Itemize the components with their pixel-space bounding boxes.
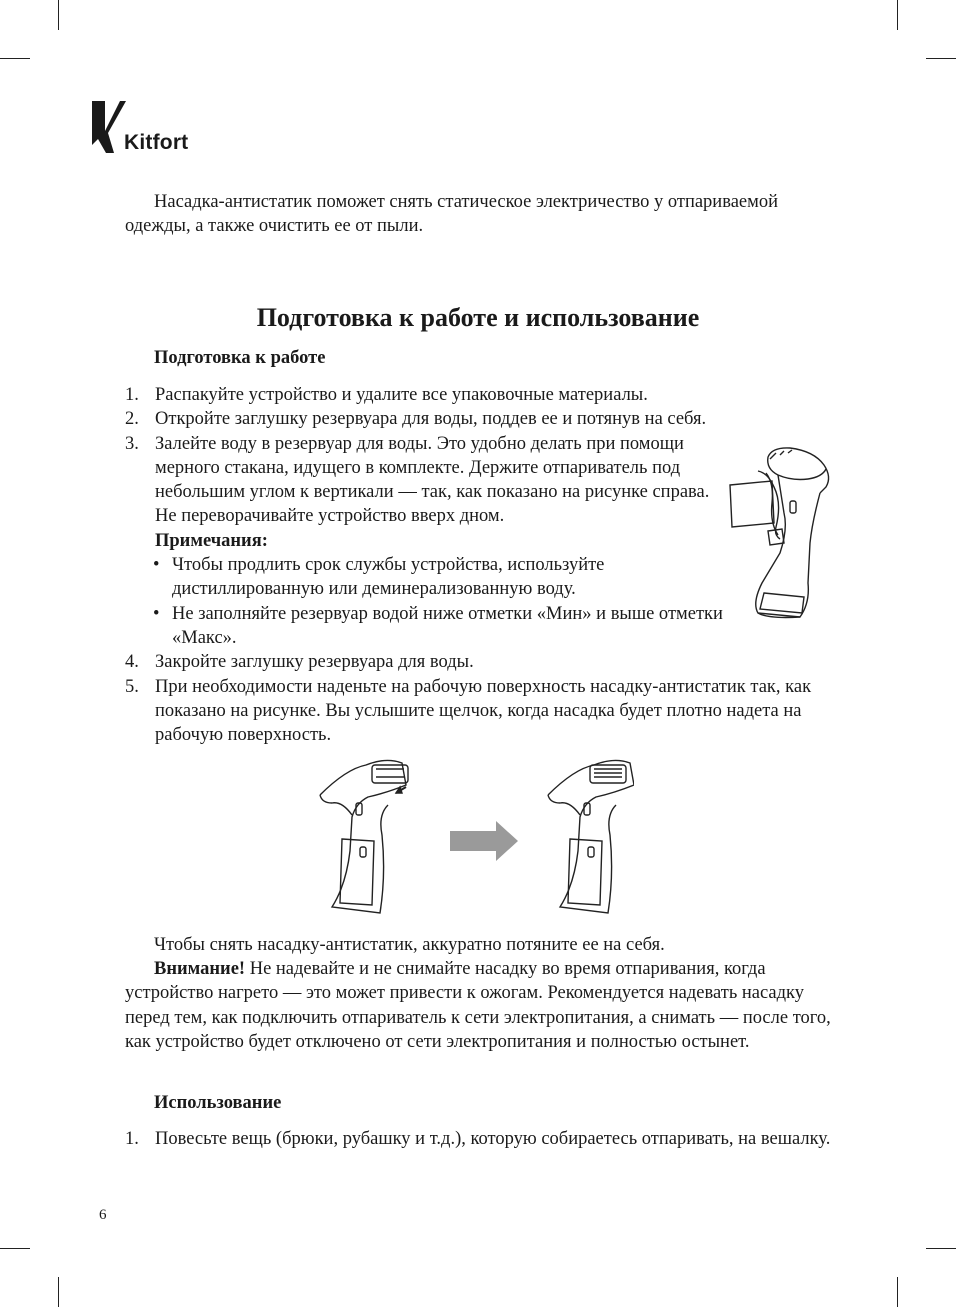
crop-mark xyxy=(897,0,898,30)
nozzle-attach-illustration xyxy=(316,755,634,917)
list-item: 1. Распакуйте устройство и удалите все упаковочные материалы. xyxy=(125,385,648,405)
crop-mark xyxy=(58,0,59,30)
notes-heading: Примечания: xyxy=(155,530,268,551)
crop-mark xyxy=(926,1248,956,1249)
crop-mark xyxy=(0,1248,30,1249)
crop-mark xyxy=(897,1277,898,1307)
warning-paragraph: Внимание! Не надевайте и не снимайте насадку во время отпаривания, когда устройство нагрето — это может привести к ожогам. Рекомендуется надевать насадку перед тем, как подключить отпариватель к сети электропитания, а снимать — после того, как устройство будет отключено от сети электропитания и полностью остынет. xyxy=(125,959,831,1052)
crop-mark xyxy=(926,58,956,59)
crop-mark xyxy=(58,1277,59,1307)
note-item: • Чтобы продлить срок службы устройства, используйте дистиллированную или деминерализованную воду. xyxy=(153,555,605,600)
section-title: Подготовка к работе и использование xyxy=(256,303,700,332)
crop-mark xyxy=(0,58,30,59)
intro-paragraph: Насадка-антистатик поможет снять статическое электричество у отпариваемой одежды, а также очистить ее от пыли. xyxy=(125,192,778,237)
usage-heading: Использование xyxy=(154,1093,282,1113)
list-item: 4. Закройте заглушку резервуара для воды. xyxy=(125,652,474,673)
page-number: 6 xyxy=(99,1207,107,1223)
usage-steps-list xyxy=(125,1127,840,1151)
note-item: • Не заполняйте резервуар водой ниже отметки «Мин» и выше отметки «Макс». xyxy=(153,603,723,648)
list-item: 3. Залейте воду в резервуар для воды. Это удобно делать при помощи мерного стакана, идущего в комплекте. Держите отпариватель под небольшим углом к вертикали — так, как показано на рисунке справа. Не переворачивайте устройство вверх дном. xyxy=(125,433,710,527)
list-item: 5. При необходимости наденьте на рабочую поверхность насадку-антистатик так, как показано на рисунке. Вы услышите щелчок, когда насадка будет плотно надета на рабочую поверхность. xyxy=(125,676,812,746)
warning-label: Внимание! xyxy=(154,959,246,979)
kitfort-logo-icon xyxy=(92,101,126,157)
list-item: 1. Повесьте вещь (брюки, рубашку и т.д.), которую собираетесь отпаривать, на вешалку. xyxy=(125,1129,831,1149)
list-item: 2. Откройте заглушку резервуара для воды, поддев ее и потянув на себя. xyxy=(125,409,707,430)
prep-heading: Подготовка к работе xyxy=(154,348,326,368)
remove-instruction: Чтобы снять насадку-антистатик, аккуратно потяните ее на себя. xyxy=(154,935,665,955)
steamer-filling-illustration xyxy=(728,443,846,621)
brand-name: Kitfort xyxy=(124,131,189,154)
